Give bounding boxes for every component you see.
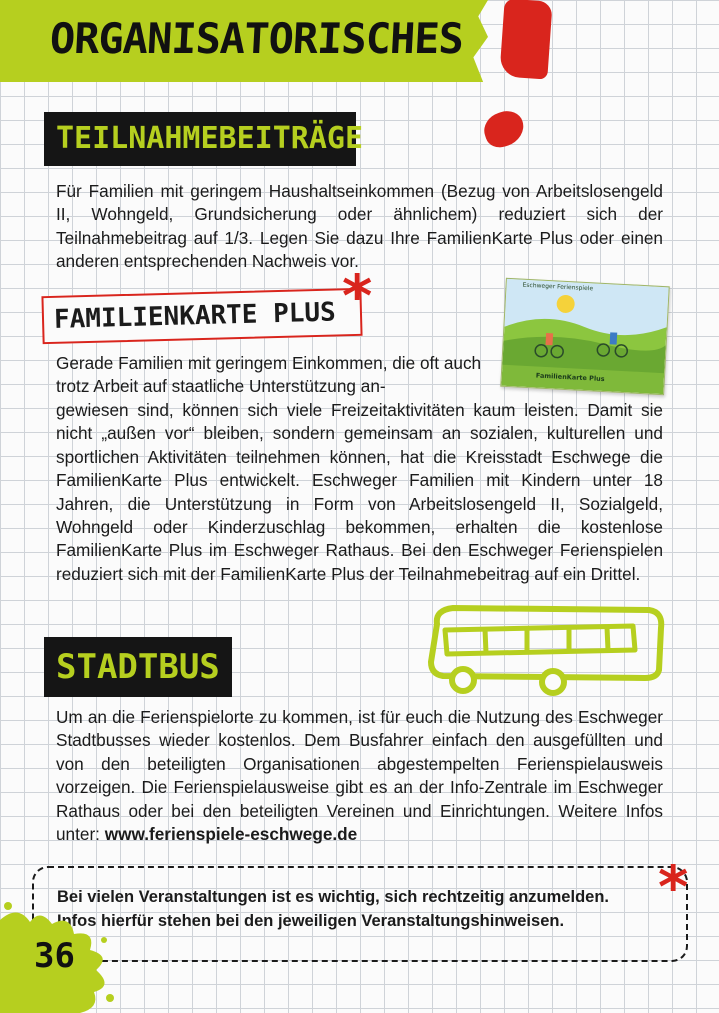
page-title: ORGANISATORISCHES: [48, 14, 465, 63]
exclamation-mark-bar: [499, 0, 552, 80]
heading-stadtbus: STADTBUS: [44, 637, 232, 697]
heading-familienkarte-plus: FAMILIENKARTE PLUS: [41, 288, 362, 344]
familienkarte-card-image: [500, 278, 669, 395]
website-link[interactable]: www.ferienspiele-eschwege.de: [104, 824, 358, 845]
paragraph-stadtbus: [56, 706, 663, 846]
note-text: [57, 886, 677, 933]
page-number: 36: [34, 936, 75, 976]
note-line-2: Infos hierfür stehen bei den jeweiligen Veranstaltungshinweisen.: [57, 911, 565, 930]
card-top-label: Eschweger Ferienspiele: [522, 281, 594, 293]
heading-teilnahmebeitraege: TEILNAHMEBEITRÄGE: [44, 112, 356, 166]
paragraph-teilnahmebeitraege: Für Familien mit geringem Haushaltseinkommen (Bezug von Arbeitslosengeld II, Wohngeld, Grundsicherung oder ähnlichem) reduziert sich der Teilnahmebeitrag auf 1/3. Legen Sie dazu Ihre FamilienKarte Plus oder einen anderen entsprechenden Nachweis vor.: [56, 181, 663, 272]
stadtbus-text: Um an die Ferienspielorte zu kommen, ist für euch die Nutzung des Eschweger Stadtbusses wieder kostenlos. Dem Busfahrer einfach den ausgefüllten und von den beteiligten Organisationen abgestempelten Ferienspielausweis vorzeigen. Die Ferienspielausweise gibt es an der Info-Zentrale im Eschweger Rathaus oder bei den beteiligten Vereinen und Einrichtungen. Weitere Infos unter:: [56, 707, 663, 845]
asterisk-icon: *: [658, 853, 689, 921]
bus-icon: [423, 602, 673, 698]
card-bottom-label: FamilienKarte Plus: [535, 371, 605, 384]
exclamation-mark-dot: [480, 107, 529, 152]
asterisk-icon: *: [342, 262, 373, 330]
paragraph-familienkarte-intro: Gerade Familien mit geringem Einkommen, die oft auch trotz Arbeit auf staatliche Unterstützung an-: [56, 353, 482, 397]
note-line-1: Bei vielen Veranstaltungen ist es wichtig, sich rechtzeitig anzumelden.: [57, 888, 609, 906]
paragraph-familienkarte-body: gewiesen sind, können sich viele Freizeitaktivitäten kaum leisten. Damit sie nicht „außen vor“ bleiben, sondern gemeinsam an sozialen, kulturellen und sportlichen Aktivitäten teilnehmen können, hat die Kreisstadt Eschwege die FamilienKarte Plus entwickelt. Eschweger Familien mit Kindern unter 18 Jahren, die Unterstützung in Form von Arbeitslosengeld II, Sozialgeld, Wohngeld oder Kinderzuschlag bekommen, erhalten die kostenlose FamilienKarte Plus im Eschweger Rathaus. Bei den Eschweger Ferienspielen reduziert sich mit der FamilienKarte Plus der Teilnahmebeitrag auf ein Drittel.: [56, 400, 663, 584]
